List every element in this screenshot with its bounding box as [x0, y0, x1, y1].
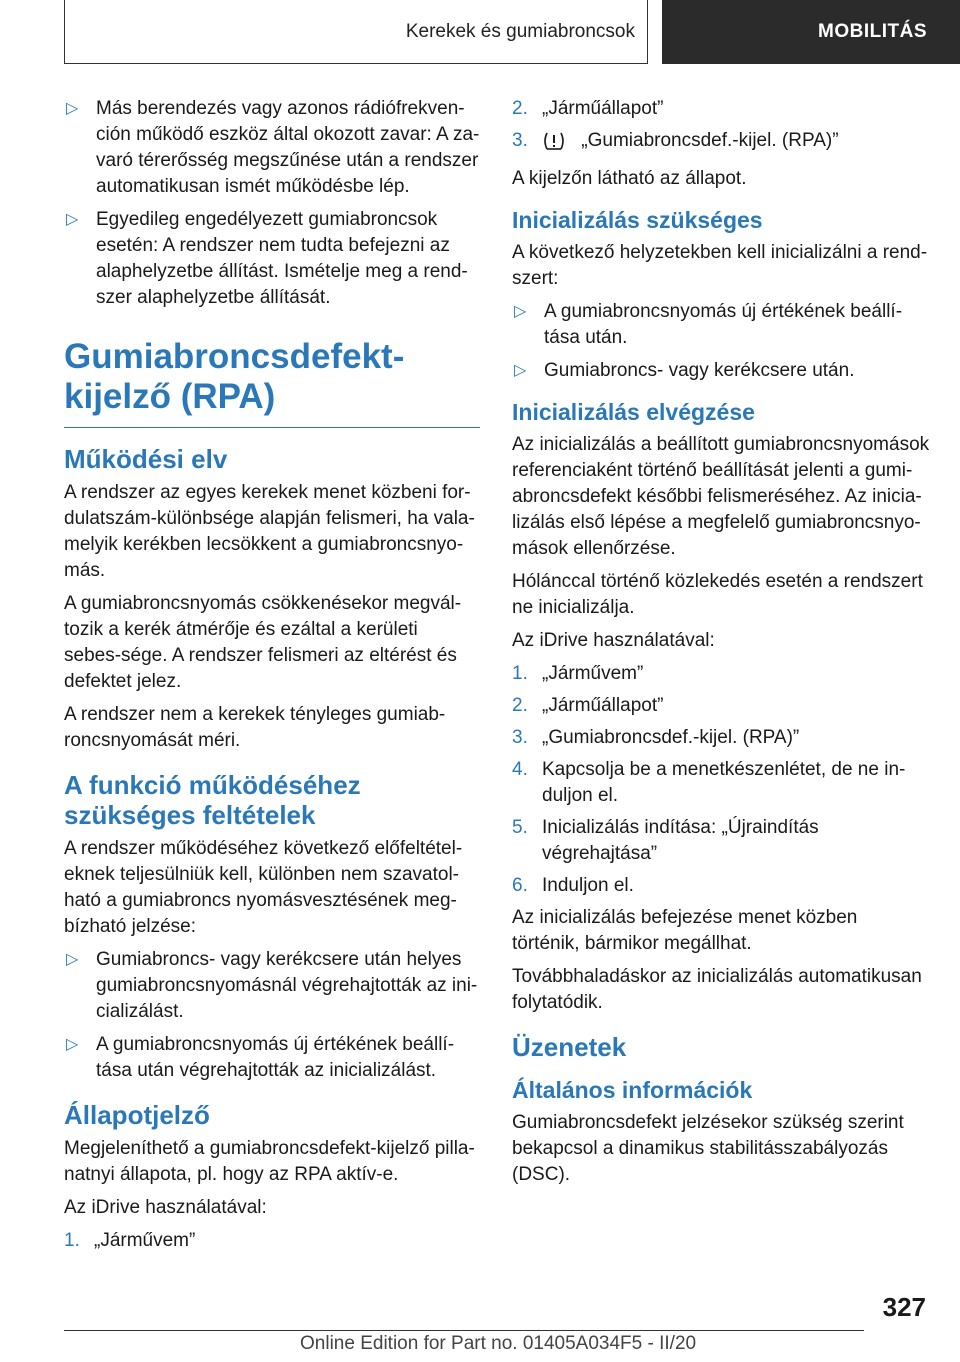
paragraph: A következő helyzetekben kell inicializálni a rend-szert:	[512, 242, 928, 289]
paragraph: Az iDrive használatával:	[64, 1197, 267, 1218]
footer-divider	[64, 1330, 864, 1331]
heading-mukodesi-elv: Működési elv	[64, 444, 228, 474]
paragraph: Megjeleníthető a gumiabroncsdefekt-kijelző pilla-natnyi állapota, pl. hogy az RPA aktív-e.	[64, 1138, 475, 1185]
header-section	[64, 0, 648, 64]
heading-feltetelek: A funkció működéséhez szükséges feltételek	[64, 770, 361, 830]
paragraph: A rendszer működéséhez következő előfeltétel-eknek teljesülniük kell, különben nem szavatol-ható a gumiabroncs nyomásvesztésének meg-bízható jelzése:	[64, 838, 463, 937]
heading-inicializalas-elvegzese: Inicializálás elvégzése	[512, 399, 755, 425]
list-item	[512, 358, 930, 384]
triangle-bullet-icon: ▷	[66, 951, 79, 968]
step-item	[512, 693, 930, 719]
triangle-bullet-icon: ▷	[66, 100, 79, 117]
step-text: „Járművem”	[94, 1230, 196, 1251]
footer-edition: Online Edition for Part no. 01405A034F5 - II/20	[300, 1333, 697, 1354]
header-chapter-title: MOBILITÁS	[818, 21, 927, 42]
step-number: 4.	[512, 759, 528, 780]
step-number: 1.	[512, 663, 528, 684]
paragraph: Az inicializálás befejezése menet közben történik, bármikor megállhat.	[512, 907, 858, 954]
step-item	[512, 661, 930, 687]
step-item	[512, 96, 930, 122]
bullet-text: Egyedileg engedélyezett gumiabroncsok esetén: A rendszer nem tudta befejezni az alaphelyzetbe állítást. Ismételje meg a rend-szer alaphelyzetbe állítását.	[96, 209, 468, 308]
list-item	[512, 299, 930, 351]
header-chapter	[662, 0, 960, 64]
right-column	[512, 96, 930, 1195]
paragraph: Továbbhaladáskor az inicializálás automatikusan folytatódik.	[512, 966, 922, 1013]
heading-altalanos-informaciok: Általános információk	[512, 1077, 753, 1103]
step-number: 3.	[512, 727, 528, 748]
paragraph: Gumiabroncsdefekt jelzésekor szükség szerint bekapcsol a dinamikus stabilitásszabályozás (DSC).	[512, 1112, 904, 1185]
step-text: Induljon el.	[542, 875, 634, 896]
main-heading: Gumiabroncsdefekt-kijelző (RPA)	[64, 337, 480, 428]
step-text: „Járműállapot”	[542, 98, 664, 119]
paragraph: Az inicializálás a beállított gumiabroncsnyomások referenciaként történő beállítását jelenti a gumi-abroncsdefekt későbbi felismeréséhez. Az inicia-lizálás első lépése a megfelelő gumiabroncsnyo-mások ellenőrzése.	[512, 434, 930, 559]
bullet-text: Más berendezés vagy azonos rádiófrekven-ción működő eszköz által okozott zavar: A za-varó térerősség megszűnése után a rendszer automatikusan ismét működésbe lép.	[96, 98, 480, 197]
triangle-bullet-icon: ▷	[66, 211, 79, 228]
list-item	[64, 947, 480, 1025]
bullet-text: A gumiabroncsnyomás új értékének beállí-tása után végrehajtották az inicializálást.	[96, 1034, 455, 1081]
step-number: 1.	[64, 1230, 80, 1251]
step-text: Kapcsolja be a menetkészenlétet, de ne in-duljon el.	[542, 759, 906, 806]
step-item	[512, 757, 930, 809]
step-number: 6.	[512, 875, 528, 896]
step-number: 5.	[512, 817, 528, 838]
step-number: 2.	[512, 695, 528, 716]
list-item	[64, 1032, 480, 1084]
paragraph: A rendszer az egyes kerekek menet közbeni for-dulatszám-különbsége alapján felismeri, ha vala-melyik kerékben lecsökkent a gumiabroncsnyo-más.	[64, 482, 475, 581]
triangle-bullet-icon: ▷	[514, 303, 527, 320]
step-text: „Gumiabroncsdef.-kijel. (RPA)”	[542, 727, 800, 748]
step-text: „Járműállapot”	[542, 695, 664, 716]
bullet-text: Gumiabroncs- vagy kerékcsere után.	[544, 360, 855, 381]
tire-warning-icon	[542, 130, 566, 160]
step-text: „Gumiabroncsdef.-kijel. (RPA)”	[581, 130, 839, 151]
bullet-text: Gumiabroncs- vagy kerékcsere után helyes gumiabroncsnyomásnál végrehajtották az ini-cializálást.	[96, 949, 478, 1022]
paragraph: A rendszer nem a kerekek tényleges gumiab-roncsnyomását méri.	[64, 704, 446, 751]
step-item	[512, 873, 930, 899]
triangle-bullet-icon: ▷	[514, 362, 527, 379]
paragraph: A gumiabroncsnyomás csökkenésekor megvál-tozik a kerék átmérője és ezáltal a kerületi sebes-sége. A rendszer felismeri az eltérést és defektet jelez.	[64, 593, 462, 692]
step-item	[64, 1228, 480, 1254]
bullet-text: A gumiabroncsnyomás új értékének beállí-tása után.	[544, 301, 903, 348]
step-number: 2.	[512, 98, 528, 119]
paragraph: A kijelzőn látható az állapot.	[512, 168, 747, 189]
paragraph: Az iDrive használatával:	[512, 630, 715, 651]
step-item	[512, 725, 930, 751]
step-item	[512, 815, 930, 867]
step-text: Inicializálás indítása: „Újraindítás végrehajtása”	[542, 817, 819, 864]
list-item	[64, 96, 480, 200]
step-text: „Járművem”	[542, 663, 644, 684]
step-number: 3.	[512, 130, 528, 151]
left-column	[64, 96, 480, 1260]
header-section-title: Kerekek és gumiabroncsok	[405, 20, 635, 42]
step-item	[512, 128, 930, 160]
list-item	[64, 207, 480, 311]
heading-uzenetek: Üzenetek	[512, 1032, 627, 1062]
heading-allapotjelzo: Állapotjelző	[64, 1100, 210, 1130]
page-number: 327	[882, 1292, 926, 1322]
heading-inicializalas-szukseges: Inicializálás szükséges	[512, 207, 763, 233]
triangle-bullet-icon: ▷	[66, 1036, 79, 1053]
paragraph: Hólánccal történő közlekedés esetén a rendszert ne inicializálja.	[512, 571, 923, 618]
